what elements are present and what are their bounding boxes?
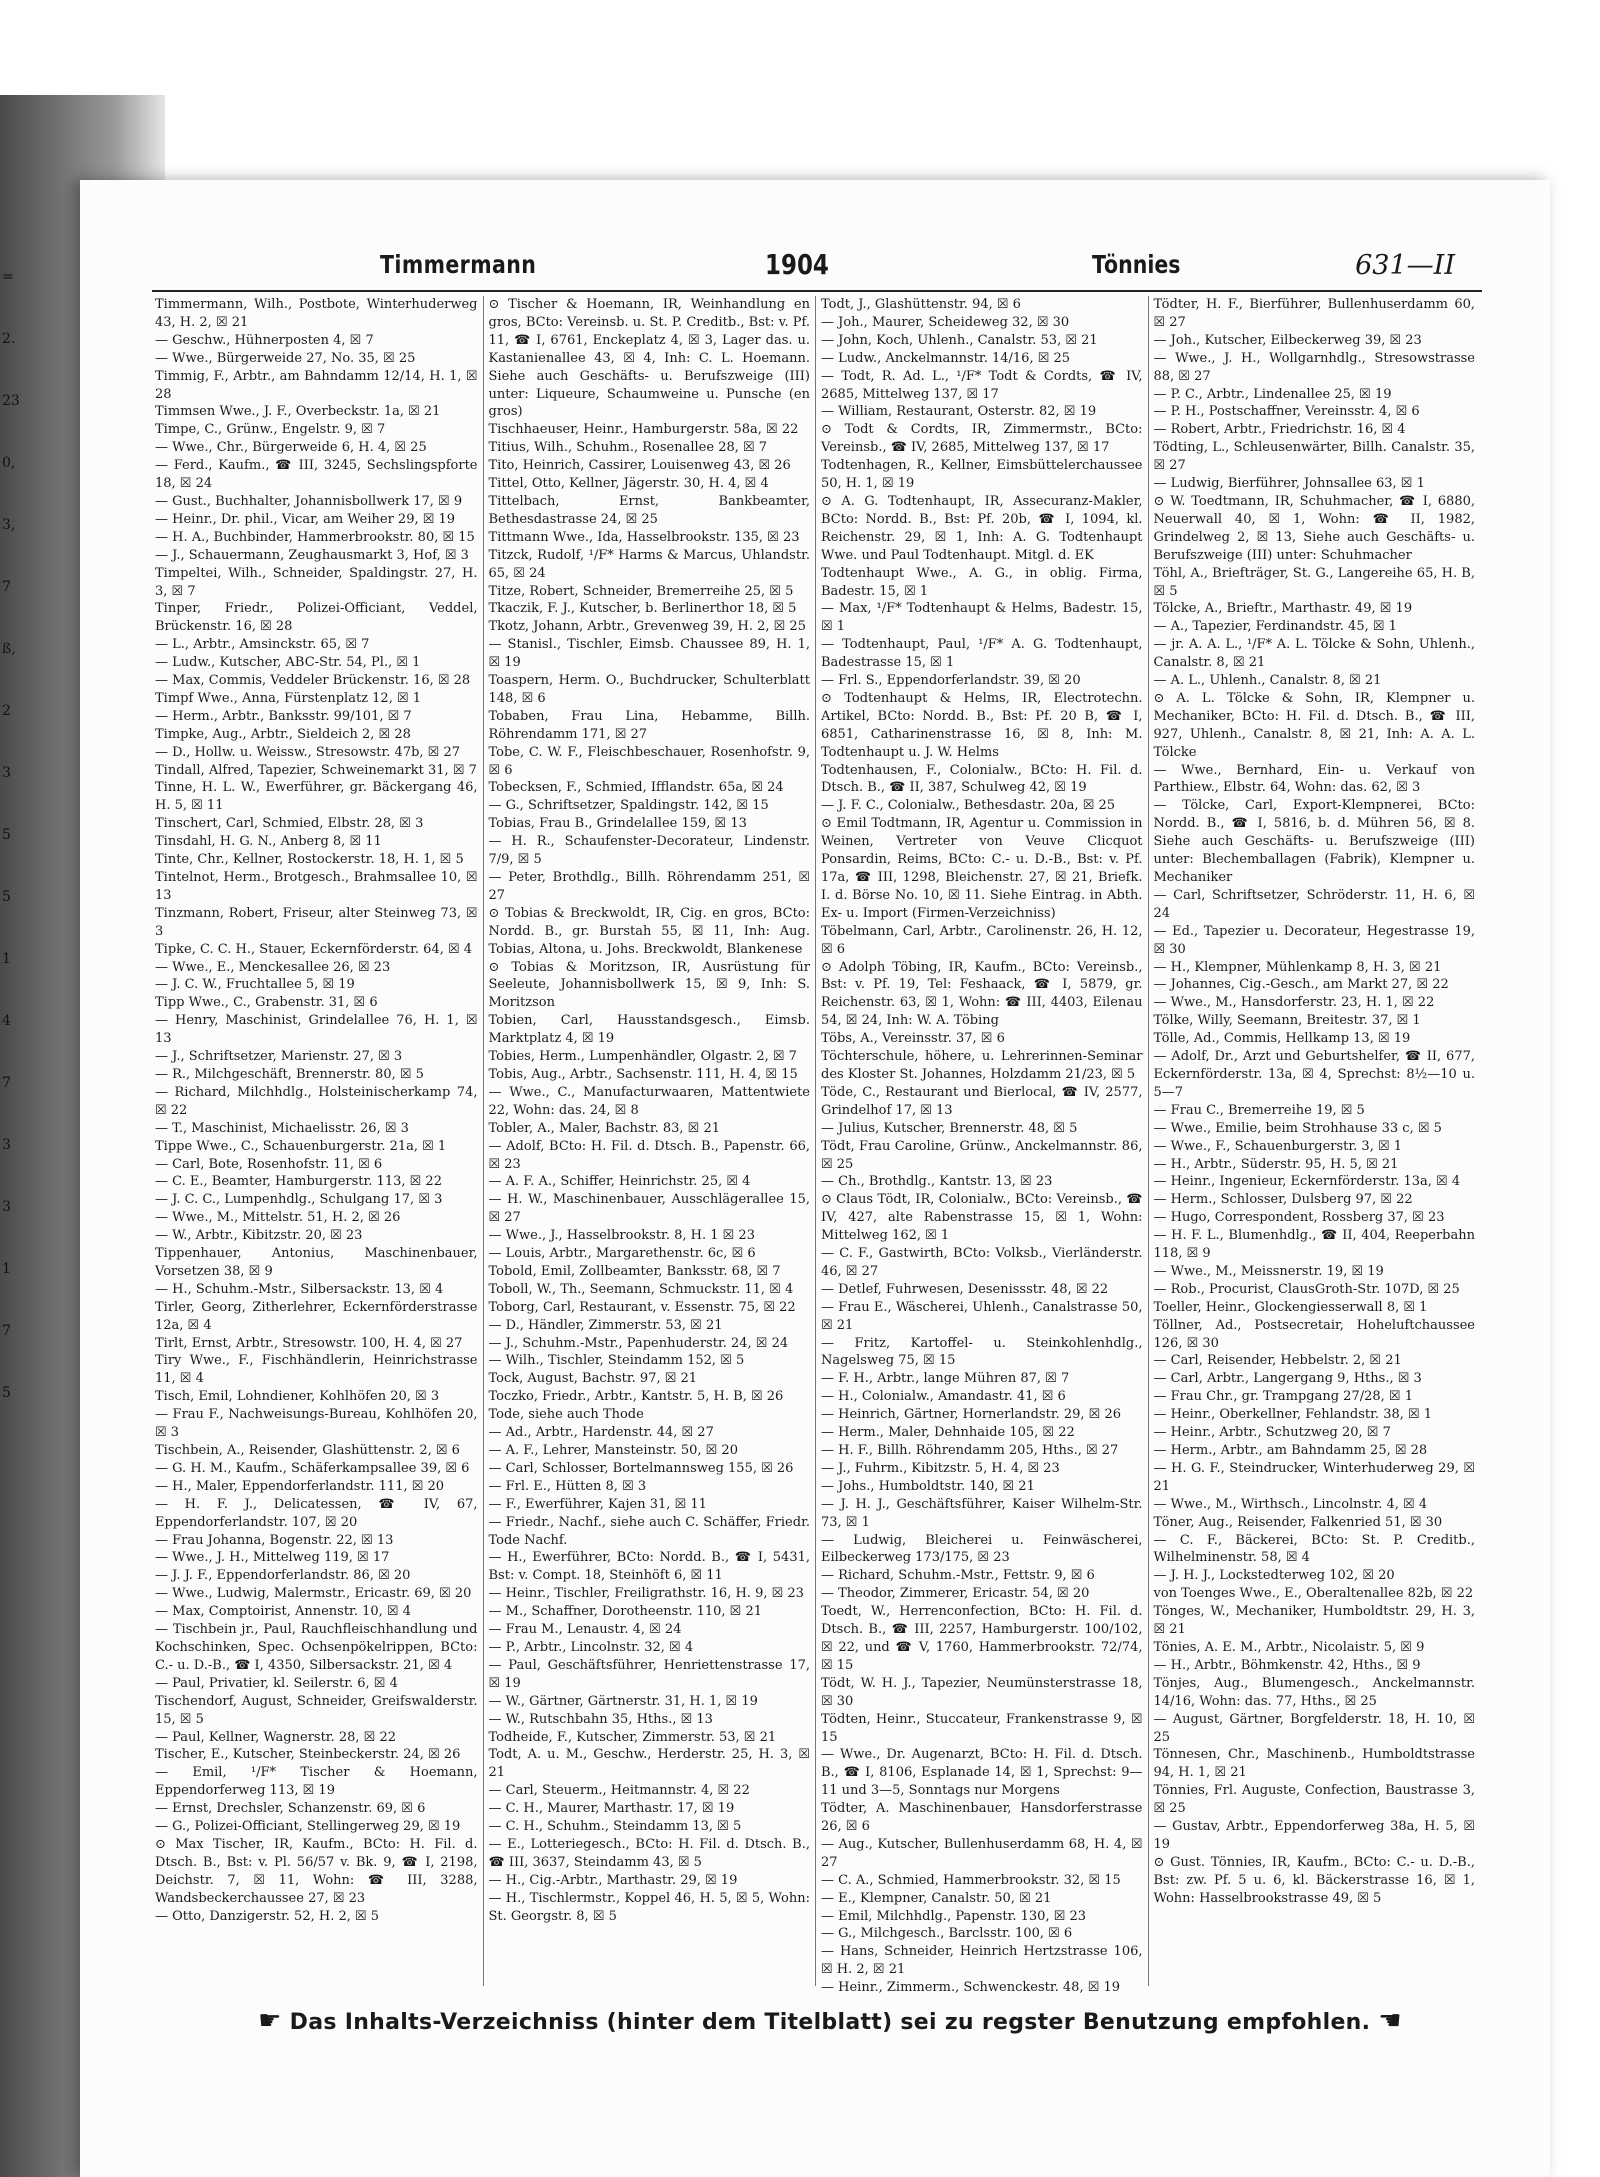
directory-entry: — Hans, Schneider, Heinrich Hertzstrasse 106, ☒ H. 2, ☒ 21	[821, 1944, 1143, 1978]
directory-entry: — J. H. J., Lockstedterweg 102, ☒ 20	[1153, 1568, 1395, 1584]
directory-entry: — F., Ewerführer, Kajen 31, ☒ 11	[488, 1496, 707, 1512]
directory-entry: — L., Arbtr., Amsinckstr. 65, ☒ 7	[155, 637, 370, 653]
directory-entry: — Gustav, Arbtr., Eppendorferweg 38a, H. 5, ☒ 19	[1153, 1819, 1475, 1852]
directory-entry: — Wwe., Dr. Augenarzt, BCto: H. Fil. d. Dtsch. B., ☎ I, 8106, Esplanade 14, ☒ 1, Sprechst: 9—11 und 3—5, Sonntags nur Morgens	[821, 1747, 1143, 1799]
directory-entry: Tittel, Otto, Kellner, Jägerstr. 30, H. 4, ☒ 4	[488, 476, 769, 492]
directory-entry: — G., Polizei-Officiant, Stellingerweg 29, ☒ 19	[155, 1819, 461, 1835]
directory-entry: — G. H. M., Kaufm., Schäferkampsallee 39, ☒ 6	[155, 1460, 470, 1476]
directory-entry: — C. F., Bäckerei, BCto: St. P. Creditb., Wilhelminenstr. 58, ☒ 4	[1153, 1532, 1475, 1566]
directory-entry: ⊙ Claus Tödt, IR, Colonialw., BCto: Vereinsb., ☎ IV, 427, alte Rabenstrasse 15, ☒ 1, Wohn: Mittelweg 162, ☒ 1	[821, 1192, 1143, 1244]
previous-page-marks	[2, 269, 20, 1448]
previous-page-mark: 1	[2, 951, 11, 967]
directory-entry: — Julius, Kutscher, Brennerstr. 48, ☒ 5	[821, 1120, 1078, 1136]
directory-entry: Tobe, C. W. F., Fleischbeschauer, Rosenhofstr. 9, ☒ 6	[488, 744, 810, 778]
directory-entry: — H. F., Billh. Röhrendamm 205, Hths., ☒ 27	[821, 1443, 1119, 1458]
directory-entry: — Ludwig, Bleicherei u. Feinwäscherei, Eilbeckerweg 173/175, ☒ 23	[821, 1532, 1143, 1566]
directory-entry: Töbs, A., Vereinsstr. 37, ☒ 6	[821, 1031, 1005, 1047]
directory-entry: — Wwe., Bernhard, Ein- u. Verkauf von Parthiew., Elbstr. 64, Wohn: das. 62, ☒ 3	[1153, 762, 1475, 796]
directory-entry: — Max, ¹/F* Todtenhaupt & Helms, Badestr. 15, ☒ 1	[821, 601, 1143, 635]
directory-entry: — Richard, Schuhm.-Mstr., Fettstr. 9, ☒ 6	[821, 1568, 1095, 1584]
directory-entry: — J. J. F., Eppendorferlandstr. 86, ☒ 20	[155, 1568, 411, 1584]
directory-entry: — Wwe., J., Hasselbrookstr. 8, H. 1 ☒ 23	[488, 1228, 755, 1244]
directory-entry: — Johs., Humboldtstr. 140, ☒ 21	[821, 1478, 1035, 1494]
directory-entry: Tödt, W. H. J., Tapezier, Neumünsterstrasse 18, ☒ 30	[821, 1675, 1143, 1709]
directory-entry: — Ludw., Anckelmannstr. 14/16, ☒ 25	[821, 350, 1071, 366]
directory-entry: Tischendorf, August, Schneider, Greifswalderstr. 15, ☒ 5	[155, 1693, 478, 1727]
directory-entry: Timmsen Wwe., J. F., Overbeckstr. 1a, ☒ 21	[155, 404, 441, 420]
directory-entry: — Wwe., F., Schauenburgerstr. 3, ☒ 1	[1153, 1138, 1403, 1154]
directory-entry: Tönnies, Frl. Auguste, Confection, Baustrasse 3, ☒ 25	[1153, 1783, 1475, 1817]
directory-entry: — C. H., Schuhm., Steindamm 13, ☒ 5	[488, 1819, 742, 1835]
directory-entry: — Paul, Privatier, kl. Seilerstr. 6, ☒ 4	[155, 1675, 398, 1691]
directory-entry: ⊙ Tischer & Hoemann, IR, Weinhandlung en gros, BCto: Vereinsb. u. St. P. Creditb., Bst: v. Pf. 11, ☎ I, 6761, Enckeplatz 4, ☒ 3, Lager das. u. Kastanienallee 43, ☒ 4, Inh: C. L. Hoemann. Siehe auch Geschäfts- u. Berufszweige (III) unter: Liqueure, Schaumweine u. Punsche (en gros)	[488, 297, 810, 420]
directory-entry: Timpf Wwe., Anna, Fürstenplatz 12, ☒ 1	[155, 690, 422, 706]
column-4	[1148, 296, 1481, 1986]
directory-entry: Tipp Wwe., C., Grabenstr. 31, ☒ 6	[155, 995, 378, 1011]
directory-entry: — Gust., Buchhalter, Johannisbollwerk 17, ☒ 9	[155, 493, 463, 509]
previous-page-mark: 5	[2, 1385, 11, 1401]
directory-entry: — Wwe., Ludwig, Malermstr., Ericastr. 69, ☒ 20	[155, 1586, 472, 1602]
previous-page-mark: 23	[2, 393, 20, 409]
directory-entry: Tinsdahl, H. G. N., Anberg 8, ☒ 11	[155, 834, 382, 850]
directory-entry: — Wwe., J. H., Wollgarnhdlg., Stresowstrasse 88, ☒ 27	[1153, 350, 1475, 384]
directory-entry: — H., Arbtr., Süderstr. 95, H. 5, ☒ 21	[1153, 1156, 1399, 1172]
directory-entry: — Herm., Arbtr., am Bahndamm 25, ☒ 28	[1153, 1443, 1428, 1458]
directory-entry: — Rob., Procurist, ClausGroth-Str. 107D, ☒ 25	[1153, 1281, 1460, 1297]
directory-entry: — Robert, Arbtr., Friedrichstr. 16, ☒ 4	[1153, 422, 1406, 438]
directory-entry: Tödter, H. F., Bierführer, Bullenhuserdamm 60, ☒ 27	[1153, 297, 1475, 330]
directory-entry: Timmermann, Wilh., Postbote, Winterhuderweg 43, H. 2, ☒ 21	[155, 297, 478, 330]
directory-entry: — A., Tapezier, Ferdinandstr. 45, ☒ 1	[1153, 619, 1397, 635]
directory-entry: — Wwe., M., Meissnerstr. 19, ☒ 19	[1153, 1263, 1384, 1279]
directory-entry: Tode, siehe auch Thode	[488, 1407, 644, 1423]
directory-entry: — Heinr., Dr. phil., Vicar, am Weiher 29, ☒ 19	[155, 511, 456, 527]
directory-entry: — J., Fuhrm., Kibitzstr. 5, H. 4, ☒ 23	[821, 1460, 1060, 1476]
directory-entry: Töner, Aug., Reisender, Falkenried 51, ☒ 30	[1153, 1514, 1443, 1530]
directory-entry: — H. W., Maschinenbauer, Ausschlägerallee 15, ☒ 27	[488, 1192, 810, 1226]
directory-entry: — Theodor, Zimmerer, Ericastr. 54, ☒ 20	[821, 1586, 1090, 1602]
directory-entry: Tölcke, A., Brieftr., Marthastr. 49, ☒ 19	[1153, 601, 1413, 617]
directory-entry: ⊙ Tobias & Moritzson, IR, Ausrüstung für Seeleute, Johannisbollwerk 15, ☒ 9, Inh: S. Moritzson	[488, 959, 810, 1011]
directory-entry: Tkotz, Johann, Arbtr., Grevenweg 39, H. 2, ☒ 25	[488, 619, 806, 635]
directory-entry: — J. H. J., Geschäftsführer, Kaiser Wilhelm-Str. 73, ☒ 1	[821, 1496, 1143, 1530]
directory-entry: — A. L., Uhlenh., Canalstr. 8, ☒ 21	[1153, 673, 1382, 689]
directory-entry: Tönges, W., Mechaniker, Humboldtstr. 29, H. 3, ☒ 21	[1153, 1604, 1475, 1638]
directory-entry: — A. F. A., Schiffer, Heinrichstr. 25, ☒ 4	[488, 1174, 751, 1190]
directory-entry: — C. A., Schmied, Hammerbrookstr. 32, ☒ 15	[821, 1872, 1121, 1888]
directory-entry: Toboll, W., Th., Seemann, Schmuckstr. 11, ☒ 4	[488, 1281, 794, 1297]
directory-entry: Tinper, Friedr., Polizei-Officiant, Veddel, Brückenstr. 16, ☒ 28	[155, 601, 478, 635]
directory-entry: Todtenhaupt Wwe., A. G., in oblig. Firma, Badestr. 15, ☒ 1	[821, 565, 1143, 599]
previous-page-mark: ß,	[2, 641, 16, 657]
directory-entry: — Stanisl., Tischler, Eimsb. Chaussee 89, H. 1, ☒ 19	[488, 637, 810, 671]
directory-entry: — Heinrich, Gärtner, Hornerlandstr. 29, ☒ 26	[821, 1407, 1122, 1423]
directory-entry: Tittmann Wwe., Ida, Hasselbrookstr. 135, ☒ 23	[488, 529, 800, 545]
directory-entry: — H., Schuhm.-Mstr., Silbersackstr. 13, ☒ 4	[155, 1281, 444, 1297]
directory-entry: — H., Cig.-Arbtr., Marthastr. 29, ☒ 19	[488, 1872, 738, 1888]
directory-entry: — Carl, Bote, Rosenhofstr. 11, ☒ 6	[155, 1156, 383, 1172]
directory-entry: Timpke, Aug., Arbtr., Sieldeich 2, ☒ 28	[155, 726, 411, 742]
directory-entry: — Wwe., J. H., Mittelweg 119, ☒ 17	[155, 1550, 390, 1566]
previous-page-mark: 2	[2, 703, 11, 719]
directory-entry: — J. C. W., Fruchtallee 5, ☒ 19	[155, 977, 355, 993]
directory-entry: — D., Händler, Zimmerstr. 53, ☒ 21	[488, 1317, 723, 1333]
directory-entry: — Heinr., Oberkellner, Fehlandstr. 38, ☒ 1	[1153, 1407, 1433, 1423]
previous-page-mark: 7	[2, 1323, 11, 1339]
directory-entry: Toeller, Heinr., Glockengiesserwall 8, ☒ 1	[1153, 1299, 1428, 1315]
directory-entry: — Paul, Geschäftsführer, Henriettenstrasse 17, ☒ 19	[488, 1657, 810, 1691]
page-number: 631—II	[1355, 250, 1455, 281]
header-rule	[152, 290, 1482, 292]
previous-page-mark: 7	[2, 1075, 11, 1091]
directory-entry: — Johannes, Cig.-Gesch., am Markt 27, ☒ 22	[1153, 977, 1449, 993]
directory-page	[80, 180, 1550, 2177]
previous-page-mark: 4	[2, 1013, 11, 1029]
directory-entry: — Paul, Kellner, Wagnerstr. 28, ☒ 22	[155, 1729, 396, 1745]
directory-entry: — August, Gärtner, Borgfelderstr. 18, H. 10, ☒ 25	[1153, 1711, 1475, 1745]
previous-page-mark: 3,	[2, 517, 16, 533]
directory-entry: ⊙ Todtenhaupt & Helms, IR, Electrotechn. Artikel, BCto: Nordd. B., Bst: Pf. 20 B, ☎ I, 6851, Catharinenstrasse 16, ☒ 8, Inh: M. Todtenhaupt u. J. W. Helms	[821, 690, 1143, 760]
directory-entry: — Richard, Milchhdlg., Holsteinischerkamp 74, ☒ 22	[155, 1084, 478, 1118]
directory-entry: Timmig, F., Arbtr., am Bahndamm 12/14, H. 1, ☒ 28	[155, 368, 478, 402]
directory-entry: — Frau M., Lenaustr. 4, ☒ 24	[488, 1622, 682, 1638]
previous-page-mark: 0,	[2, 455, 16, 471]
directory-entry: Tobis, Aug., Arbtr., Sachsenstr. 111, H. 4, ☒ 15	[488, 1066, 798, 1082]
directory-entry: — H. F. L., Blumenhdlg., ☎ II, 404, Reeperbahn 118, ☒ 9	[1153, 1228, 1475, 1262]
directory-entry: — John, Koch, Uhlenh., Canalstr. 53, ☒ 21	[821, 332, 1098, 348]
directory-entry: Tito, Heinrich, Cassirer, Louisenweg 43, ☒ 26	[488, 458, 791, 474]
column-1	[150, 296, 483, 1986]
directory-entry: — Wwe., E., Menckesallee 26, ☒ 23	[155, 959, 391, 975]
directory-entry: — Wilh., Tischler, Steindamm 152, ☒ 5	[488, 1353, 745, 1369]
directory-entry: — Joh., Kutscher, Eilbeckerweg 39, ☒ 23	[1153, 332, 1422, 348]
directory-entry: Tischbein, A., Reisender, Glashüttenstr. 2, ☒ 6	[155, 1443, 460, 1458]
directory-entry: ⊙ Adolph Töbing, IR, Kaufm., BCto: Vereinsb., Bst: v. Pf. 19, Tel: Feshaack, ☎ I, 5879, gr. Reichenstr. 63, ☒ 1, Wohn: ☎ III, 4403, Eilenau 54, ☒ 24, Inh: W. A. Töbing	[821, 959, 1143, 1029]
directory-entry: Tippenhauer, Antonius, Maschinenbauer, Vorsetzen 38, ☒ 9	[155, 1246, 478, 1279]
directory-entry: — G., Milchgesch., Barclsstr. 100, ☒ 6	[821, 1926, 1073, 1942]
directory-entry: Titze, Robert, Schneider, Bremerreihe 25, ☒ 5	[488, 583, 794, 599]
header-right-word: Tönnies	[1092, 250, 1181, 279]
directory-entry: — C. E., Beamter, Hamburgerstr. 113, ☒ 22	[155, 1174, 442, 1190]
directory-entry: — Frau E., Wäscherei, Uhlenh., Canalstrasse 50, ☒ 21	[821, 1299, 1143, 1333]
directory-entry: — Max, Comptoirist, Annenstr. 10, ☒ 4	[155, 1604, 411, 1620]
directory-entry: — H., Klempner, Mühlenkamp 8, H. 3, ☒ 21	[1153, 959, 1442, 975]
previous-page-mark: =	[2, 269, 14, 285]
previous-page-mark: 5	[2, 889, 11, 905]
directory-entry: Tinschert, Carl, Schmied, Elbstr. 28, ☒ 3	[155, 816, 424, 832]
directory-entry: — Peter, Brothdlg., Billh. Röhrendamm 251, ☒ 27	[488, 870, 810, 903]
directory-entry: Timpe, C., Grünw., Engelstr. 9, ☒ 7	[155, 422, 386, 438]
directory-entry: — Friedr., Nachf., siehe auch C. Schäffer, Friedr. Tode Nachf.	[488, 1514, 810, 1548]
directory-entry: — Ludw., Kutscher, ABC-Str. 54, Pl., ☒ 1	[155, 655, 421, 671]
directory-entry: Tobold, Emil, Zollbeamter, Banksstr. 68, ☒ 7	[488, 1263, 781, 1279]
directory-entry: — D., Hollw. u. Weissw., Stresowstr. 47b, ☒ 27	[155, 744, 460, 760]
directory-entry: — Max, Commis, Veddeler Brückenstr. 16, ☒ 28	[155, 673, 471, 689]
directory-entry: — J. C. C., Lumpenhdlg., Schulgang 17, ☒ 3	[155, 1192, 443, 1208]
directory-entry: — Wwe., M., Wirthsch., Lincolnstr. 4, ☒ 4	[1153, 1496, 1428, 1512]
directory-entry: ⊙ Todt & Cordts, IR, Zimmermstr., BCto: Vereinsb., ☎ IV, 2685, Mittelweg 137, ☒ 17	[821, 422, 1143, 456]
directory-entry: Todtenhausen, F., Colonialw., BCto: H. Fil. d. Dtsch. B., ☎ II, 387, Schulweg 42, ☒ 19	[821, 762, 1143, 796]
directory-entry: Tinne, H. L. W., Ewerführer, gr. Bäckergang 46, H. 5, ☒ 11	[155, 780, 478, 814]
directory-entry: Tischer, E., Kutscher, Steinbeckerstr. 24, ☒ 26	[155, 1747, 461, 1763]
directory-entry: — Adolf, BCto: H. Fil. d. Dtsch. B., Papenstr. 66, ☒ 23	[488, 1138, 810, 1172]
directory-entry: — Henry, Maschinist, Grindelallee 76, H. 1, ☒ 13	[155, 1013, 478, 1047]
directory-entry: — Todtenhaupt, Paul, ¹/F* A. G. Todtenhaupt, Badestrasse 15, ☒ 1	[821, 637, 1143, 671]
directory-entry: Töhl, A., Briefträger, St. G., Langereihe 65, H. B, ☒ 5	[1153, 565, 1475, 599]
previous-page-mark: 7	[2, 579, 11, 595]
directory-entry: — Carl, Schriftsetzer, Schröderstr. 11, H. 6, ☒ 24	[1153, 887, 1475, 921]
directory-entry: — Heinr., Arbtr., Schutzweg 20, ☒ 7	[1153, 1425, 1391, 1441]
directory-entry: — Frau F., Nachweisungs-Bureau, Kohlhöfen 20, ☒ 3	[155, 1407, 478, 1441]
directory-entry: von Toenges Wwe., E., Oberaltenallee 82b, ☒ 22	[1153, 1586, 1474, 1602]
directory-entry: Tölle, Ad., Commis, Hellkamp 13, ☒ 19	[1153, 1031, 1411, 1047]
directory-entry: Todt, A. u. M., Geschw., Herderstr. 25, H. 3, ☒ 21	[488, 1747, 810, 1781]
directory-entry: ⊙ Gust. Tönnies, IR, Kaufm., BCto: C.- u. D.-B., Bst: zw. Pf. 5 u. 6, kl. Bäckerstrasse 16, ☒ 1, Wohn: Hasselbrookstrasse 49, ☒ 5	[1153, 1854, 1475, 1906]
directory-entry: — Herm., Maler, Dehnhaide 105, ☒ 22	[821, 1425, 1075, 1441]
directory-entry: — H., Arbtr., Böhmkenstr. 42, Hths., ☒ 9	[1153, 1657, 1421, 1673]
footer-text: Das Inhalts-Verzeichniss (hinter dem Titelblatt) sei zu regster Benutzung empfohlen.	[289, 2010, 1371, 2035]
directory-entry: Toczko, Friedr., Arbtr., Kantstr. 5, H. B, ☒ 26	[488, 1389, 784, 1405]
directory-entry: — Frau Chr., gr. Trampgang 27/28, ☒ 1	[1153, 1389, 1413, 1405]
directory-entry: — W., Arbtr., Kibitzstr. 20, ☒ 23	[155, 1228, 363, 1244]
directory-columns	[150, 296, 1480, 1996]
previous-page-mark: 3	[2, 1137, 11, 1153]
directory-entry: — H. A., Buchbinder, Hammerbrookstr. 80, ☒ 15	[155, 529, 475, 545]
directory-entry: — C. F., Gastwirth, BCto: Volksb., Vierländerstr. 46, ☒ 27	[821, 1246, 1143, 1279]
column-2	[483, 296, 816, 1986]
directory-entry: — Emil, Milchhdlg., Papenstr. 130, ☒ 23	[821, 1908, 1087, 1924]
directory-entry: Tkaczik, F. J., Kutscher, b. Berlinerthor 18, ☒ 5	[488, 601, 797, 617]
directory-entry: Tödten, Heinr., Stuccateur, Frankenstrasse 9, ☒ 15	[821, 1711, 1143, 1745]
directory-entry: — Heinr., Zimmerm., Schwenckestr. 48, ☒ 19	[821, 1980, 1121, 1996]
directory-entry: — Aug., Kutscher, Bullenhuserdamm 68, H. 4, ☒ 27	[821, 1836, 1143, 1870]
directory-entry: ⊙ A. G. Todtenhaupt, IR, Assecuranz-Makler, BCto: Nordd. B., Bst: Pf. 20b, ☎ I, 1094, kl. Reichenstr. 29, ☒ 1, Inh: A. G. Todtenhaupt Wwe. und Paul Todtenhaupt. Mitgl. d. EK	[821, 493, 1143, 563]
directory-entry: ⊙ W. Toedtmann, IR, Schuhmacher, ☎ I, 6880, Neuerwall 40, ☒ 1, Wohn: ☎ II, 1982, Grindelweg 2, ☒ 13, Siehe auch Geschäfts- u. Berufszweige (III) unter: Schuhmacher	[1153, 493, 1475, 563]
footer-notice	[230, 2006, 1430, 2036]
directory-entry: — G., Schriftsetzer, Spaldingstr. 142, ☒ 15	[488, 798, 769, 814]
directory-entry: Tisch, Emil, Lohndiener, Kohlhöfen 20, ☒ 3	[155, 1389, 440, 1405]
directory-entry: — William, Restaurant, Osterstr. 82, ☒ 19	[821, 404, 1097, 420]
directory-entry: — Ernst, Drechsler, Schanzenstr. 69, ☒ 6	[155, 1801, 426, 1817]
directory-entry: — T., Maschinist, Michaelisstr. 26, ☒ 3	[155, 1120, 409, 1136]
directory-entry: — Frl. S., Eppendorferlandstr. 39, ☒ 20	[821, 673, 1081, 689]
directory-entry: Tölke, Willy, Seemann, Breitestr. 37, ☒ 1	[1153, 1013, 1421, 1029]
directory-entry: Tischhaeuser, Heinr., Hamburgerstr. 58a, ☒ 22	[488, 422, 799, 438]
directory-entry: — Emil, ¹/F* Tischer & Hoemann, Eppendorferweg 113, ☒ 19	[155, 1765, 478, 1799]
column-3	[815, 296, 1148, 1996]
directory-entry: Tindall, Alfred, Tapezier, Schweinemarkt 31, ☒ 7	[155, 762, 477, 778]
directory-entry: Tobies, Herm., Lumpenhändler, Olgastr. 2, ☒ 7	[488, 1049, 797, 1065]
directory-entry: Tobecksen, F., Schmied, Ifflandstr. 65a, ☒ 24	[488, 780, 784, 796]
directory-entry: Tippe Wwe., C., Schauenburgerstr. 21a, ☒ 1	[155, 1138, 447, 1154]
directory-entry: — H., Tischlermstr., Koppel 46, H. 5, ☒ 5, Wohn: St. Georgstr. 8, ☒ 5	[488, 1890, 810, 1924]
directory-entry: — J., Schauermann, Zeughausmarkt 3, Hof, ☒ 3	[155, 547, 469, 563]
directory-entry: — C. H., Maurer, Marthastr. 17, ☒ 19	[488, 1801, 735, 1817]
directory-entry: — H., Maler, Eppendorferlandstr. 111, ☒ 20	[155, 1478, 445, 1494]
directory-entry: — Tölcke, Carl, Export-Klempnerei, BCto: Nordd. B., ☎ I, 5816, b. d. Mühren 56, ☒ 8. Siehe auch Geschäfts- u. Berufszweige (III) unter: Blechemballagen (Fabrik), Klempner u. Mechaniker	[1153, 798, 1475, 885]
directory-entry: Tittelbach, Ernst, Bankbeamter, Bethesdastrasse 24, ☒ 25	[488, 493, 810, 527]
directory-entry: ⊙ A. L. Tölcke & Sohn, IR, Klempner u. Mechaniker, BCto: H. Fil. d. Dtsch. B., ☎ III, 927, Uhlenh., Canalstr. 8, ☒ 21, Inh: A. A. L. Tölcke	[1153, 690, 1475, 760]
directory-entry: — Louis, Arbtr., Margarethenstr. 6c, ☒ 6	[488, 1246, 756, 1262]
pointing-hand-left-icon: ☚	[1378, 2006, 1402, 2036]
directory-entry: — R., Milchgeschäft, Brennerstr. 80, ☒ 5	[155, 1066, 424, 1082]
directory-entry: — H. R., Schaufenster-Decorateur, Lindenstr. 7/9, ☒ 5	[488, 834, 810, 868]
directory-entry: — P. H., Postschaffner, Vereinsstr. 4, ☒ 6	[1153, 404, 1420, 420]
directory-entry: — P., Arbtr., Lincolnstr. 32, ☒ 4	[488, 1639, 694, 1655]
directory-entry: Titzck, Rudolf, ¹/F* Harms & Marcus, Uhlandstr. 65, ☒ 24	[488, 547, 810, 581]
directory-entry: — Otto, Danzigerstr. 52, H. 2, ☒ 5	[155, 1908, 380, 1924]
directory-entry: — Ferd., Kaufm., ☎ III, 3245, Sechslingspforte 18, ☒ 24	[155, 458, 478, 492]
directory-entry: — Hugo, Correspondent, Rossberg 37, ☒ 23	[1153, 1210, 1445, 1226]
directory-entry: ⊙ Emil Todtmann, IR, Agentur u. Commission in Weinen, Vertreter von Veuve Clicquot Ponsardin, Reims, BCto: C.- u. D.-B., Bst: v. Pf. 17a, ☎ III, 1298, Bleichenstr. 27, ☒ 21, Briefk. I. d. Börse No. 10, ☒ 11. Siehe Eintrag. in Abth. Ex- u. Import (Firmen-Verzeichniss)	[821, 816, 1143, 921]
directory-entry: — J., Schriftsetzer, Marienstr. 27, ☒ 3	[155, 1049, 403, 1065]
directory-entry: — Geschw., Hühnerposten 4, ☒ 7	[155, 332, 374, 348]
directory-entry: Toedt, W., Herrenconfection, BCto: H. Fil. d. Dtsch. B., ☎ III, 2257, Hamburgerstr. 100/102, ☒ 22, und ☎ V, 1760, Hammerbrookstr. 72/74, ☒ 15	[821, 1604, 1143, 1673]
directory-entry: Todheide, F., Kutscher, Zimmerstr. 53, ☒ 21	[488, 1729, 777, 1745]
previous-page-mark: 5	[2, 827, 11, 843]
directory-entry: Töchterschule, höhere, u. Lehrerinnen-Seminar des Kloster St. Johannes, Holzdamm 21/23, ☒ 5	[821, 1049, 1143, 1082]
directory-entry: — P. C., Arbtr., Lindenallee 25, ☒ 19	[1153, 386, 1392, 402]
directory-entry: Tobias, Frau B., Grindelallee 159, ☒ 13	[488, 816, 747, 832]
directory-entry: Tinzmann, Robert, Friseur, alter Steinweg 73, ☒ 3	[155, 905, 478, 939]
directory-entry: — Heinr., Tischler, Freiligrathstr. 16, H. 9, ☒ 23	[488, 1586, 804, 1602]
directory-entry: Tödter, A. Maschinenbauer, Hansdorferstrasse 26, ☒ 6	[821, 1801, 1143, 1835]
directory-entry: Tönnesen, Chr., Maschinenb., Humboldtstrasse 94, H. 1, ☒ 21	[1153, 1747, 1475, 1781]
directory-entry: — Carl, Schlosser, Bortelmannsweg 155, ☒ 26	[488, 1460, 794, 1476]
directory-entry: ⊙ Tobias & Breckwoldt, IR, Cig. en gros, BCto: Nordd. B., gr. Burstah 55, ☒ 11, Inh: Aug. Tobias, Altona, u. Johs. Breckwoldt, Blankenese	[488, 905, 810, 957]
directory-entry: Timpeltei, Wilh., Schneider, Spaldingstr. 27, H. 3, ☒ 7	[155, 565, 478, 599]
directory-entry: Tobien, Carl, Hausstandsgesch., Eimsb. Marktplatz 4, ☒ 19	[488, 1013, 810, 1047]
directory-entry: Töbelmann, Carl, Arbtr., Carolinenstr. 26, H. 12, ☒ 6	[821, 923, 1143, 957]
directory-entry: — Wwe., Bürgerweide 27, No. 35, ☒ 25	[155, 350, 416, 366]
directory-entry: — Ad., Arbtr., Hardenstr. 44, ☒ 27	[488, 1425, 714, 1441]
previous-page-mark: 1	[2, 1261, 11, 1277]
directory-entry: — H. G. F., Steindrucker, Winterhuderweg 29, ☒ 21	[1153, 1460, 1475, 1494]
directory-entry: — Carl, Reisender, Hebbelstr. 2, ☒ 21	[1153, 1353, 1402, 1369]
header-year: 1904	[765, 248, 829, 281]
previous-page-mark: 3	[2, 1199, 11, 1215]
directory-entry: — H., Ewerführer, BCto: Nordd. B., ☎ I, 5431, Bst: v. Compt. 18, Steinhöft 6, ☒ 11	[488, 1550, 810, 1584]
directory-entry: Töde, C., Restaurant und Bierlocal, ☎ IV, 2577, Grindelhof 17, ☒ 13	[821, 1084, 1143, 1118]
directory-entry: Tinte, Chr., Kellner, Rostockerstr. 18, H. 1, ☒ 5	[155, 852, 464, 868]
directory-entry: — Adolf, Dr., Arzt und Geburtshelfer, ☎ II, 677, Eckernförderstr. 13a, ☒ 4, Sprechst: 8½—10 u. 5—7	[1153, 1049, 1475, 1100]
directory-entry: — H., Colonialw., Amandastr. 41, ☒ 6	[821, 1389, 1066, 1405]
directory-entry: Toborg, Carl, Restaurant, v. Essenstr. 75, ☒ 22	[488, 1299, 796, 1315]
directory-entry: — A. F., Lehrer, Mansteinstr. 50, ☒ 20	[488, 1443, 738, 1458]
directory-entry: — E., Lotteriegesch., BCto: H. Fil. d. Dtsch. B., ☎ III, 3637, Steindamm 43, ☒ 5	[488, 1836, 810, 1870]
directory-entry: Tönjes, Aug., Blumengesch., Anckelmannstr. 14/16, Wohn: das. 77, Hths., ☒ 25	[1153, 1675, 1475, 1709]
directory-entry: — H. F. J., Delicatessen, ☎ IV, 67, Eppendorferlandstr. 107, ☒ 20	[155, 1496, 478, 1530]
previous-page-mark: 2.	[2, 331, 16, 347]
directory-entry: Tödt, Frau Caroline, Grünw., Anckelmannstr. 86, ☒ 25	[821, 1138, 1143, 1172]
directory-entry: Tobler, A., Maler, Bachstr. 83, ☒ 21	[488, 1120, 720, 1136]
directory-entry: — Joh., Maurer, Scheideweg 32, ☒ 30	[821, 314, 1070, 330]
directory-entry: — Wwe., M., Mittelstr. 51, H. 2, ☒ 26	[155, 1210, 401, 1226]
directory-entry: Töllner, Ad., Postsecretair, Hoheluftchaussee 126, ☒ 30	[1153, 1317, 1475, 1351]
directory-entry: Tintelnot, Herm., Brotgesch., Brahmsallee 10, ☒ 13	[155, 870, 478, 903]
directory-entry: Todt, J., Glashüttenstr. 94, ☒ 6	[821, 297, 1021, 312]
directory-entry: — Frau Johanna, Bogenstr. 22, ☒ 13	[155, 1532, 394, 1548]
directory-entry: — Wwe., Chr., Bürgerweide 6, H. 4, ☒ 25	[155, 440, 427, 456]
directory-entry: Tödting, L., Schleusenwärter, Billh. Canalstr. 35, ☒ 27	[1153, 440, 1475, 474]
directory-entry: — Detlef, Fuhrwesen, Desenissstr. 48, ☒ 22	[821, 1281, 1109, 1297]
directory-entry: Tiry Wwe., F., Fischhändlerin, Heinrichstrasse 11, ☒ 4	[155, 1353, 478, 1387]
directory-entry: — M., Schaffner, Dorotheenstr. 110, ☒ 21	[488, 1604, 763, 1620]
previous-page-mark: 3	[2, 765, 11, 781]
directory-entry: — J., Schuhm.-Mstr., Papenhuderstr. 24, ☒ 24	[488, 1335, 789, 1351]
header-left-word: Timmermann	[380, 250, 537, 279]
directory-entry: — Carl, Steuerm., Heitmannstr. 4, ☒ 22	[488, 1783, 750, 1799]
running-head	[380, 250, 1455, 288]
directory-entry: Titius, Wilh., Schuhm., Rosenallee 28, ☒ 7	[488, 440, 768, 456]
directory-entry: — Frl. E., Hütten 8, ☒ 3	[488, 1478, 647, 1494]
directory-entry: — W., Gärtner, Gärtnerstr. 31, H. 1, ☒ 19	[488, 1693, 758, 1709]
directory-entry: — Fritz, Kartoffel- u. Steinkohlenhdlg., Nagelsweg 75, ☒ 15	[821, 1335, 1143, 1369]
directory-entry: Tirlt, Ernst, Arbtr., Stresowstr. 100, H. 4, ☒ 27	[155, 1335, 463, 1351]
directory-entry: — F. H., Arbtr., lange Mühren 87, ☒ 7	[821, 1371, 1070, 1387]
directory-entry: Todtenhagen, R., Kellner, Eimsbüttelerchaussee 50, H. 1, ☒ 19	[821, 458, 1143, 492]
directory-entry: — Ludwig, Bierführer, Johnsallee 63, ☒ 1	[1153, 476, 1425, 492]
directory-entry: — Wwe., M., Hansdorferstr. 23, H. 1, ☒ 22	[1153, 995, 1435, 1011]
directory-entry: — Wwe., Emilie, beim Strohhause 33 c, ☒ 5	[1153, 1120, 1442, 1136]
directory-entry: Tock, August, Bachstr. 97, ☒ 21	[488, 1371, 698, 1387]
directory-entry: — Ed., Tapezier u. Decorateur, Hegestrasse 19, ☒ 30	[1153, 923, 1475, 957]
directory-entry: Toaspern, Herm. O., Buchdrucker, Schulterblatt 148, ☒ 6	[488, 673, 810, 706]
directory-entry: — Herm., Schlosser, Dulsberg 97, ☒ 22	[1153, 1192, 1413, 1208]
directory-entry: Tobaben, Frau Lina, Hebamme, Billh. Röhrendamm 171, ☒ 27	[488, 708, 810, 742]
directory-entry: — Frau C., Bremerreihe 19, ☒ 5	[1153, 1102, 1365, 1118]
directory-entry: — J. F. C., Colonialw., Bethesdastr. 20a, ☒ 25	[821, 798, 1116, 814]
directory-entry: Tönies, A. E. M., Arbtr., Nicolaistr. 5, ☒ 9	[1153, 1639, 1425, 1655]
directory-entry: Tirler, Georg, Zitherlehrer, Eckernförderstrasse 12a, ☒ 4	[155, 1299, 478, 1333]
directory-entry: — jr. A. A. L., ¹/F* A. L. Tölcke & Sohn, Uhlenh., Canalstr. 8, ☒ 21	[1153, 637, 1475, 671]
directory-entry: Tipke, C. C. H., Stauer, Eckernförderstr. 64, ☒ 4	[155, 941, 473, 957]
directory-entry: — Herm., Arbtr., Banksstr. 99/101, ☒ 7	[155, 708, 412, 724]
directory-entry: — Todt, R. Ad. L., ¹/F* Todt & Cordts, ☎ IV, 2685, Mittelweg 137, ☒ 17	[821, 368, 1143, 402]
directory-entry: — E., Klempner, Canalstr. 50, ☒ 21	[821, 1890, 1052, 1906]
directory-entry: — W., Rutschbahn 35, Hths., ☒ 13	[488, 1711, 713, 1727]
pointing-hand-right-icon: ☛	[258, 2006, 282, 2036]
directory-entry: — Heinr., Ingenieur, Eckernförderstr. 13a, ☒ 4	[1153, 1174, 1461, 1190]
directory-entry: ⊙ Max Tischer, IR, Kaufm., BCto: H. Fil. d. Dtsch. B., Bst: v. Pl. 56/57 v. Bk. 9, ☎ I, 2198, Deichstr. 7, ☒ 11, Wohn: ☎ III, 3288, Wandsbeckerchaussee 27, ☒ 23	[155, 1836, 478, 1906]
directory-entry: — Tischbein jr., Paul, Rauchfleischhandlung und Kochschinken, Spec. Ochsenpökelrippen, BCto: C.- u. D.-B., ☎ I, 4350, Silbersackstr. 21, ☒ 4	[155, 1622, 478, 1673]
directory-entry: — Carl, Arbtr., Langergang 9, Hths., ☒ 3	[1153, 1371, 1422, 1387]
directory-entry: — Wwe., C., Manufacturwaaren, Mattentwiete 22, Wohn: das. 24, ☒ 8	[488, 1084, 810, 1118]
directory-entry: — Ch., Brothdlg., Kantstr. 13, ☒ 23	[821, 1174, 1053, 1190]
